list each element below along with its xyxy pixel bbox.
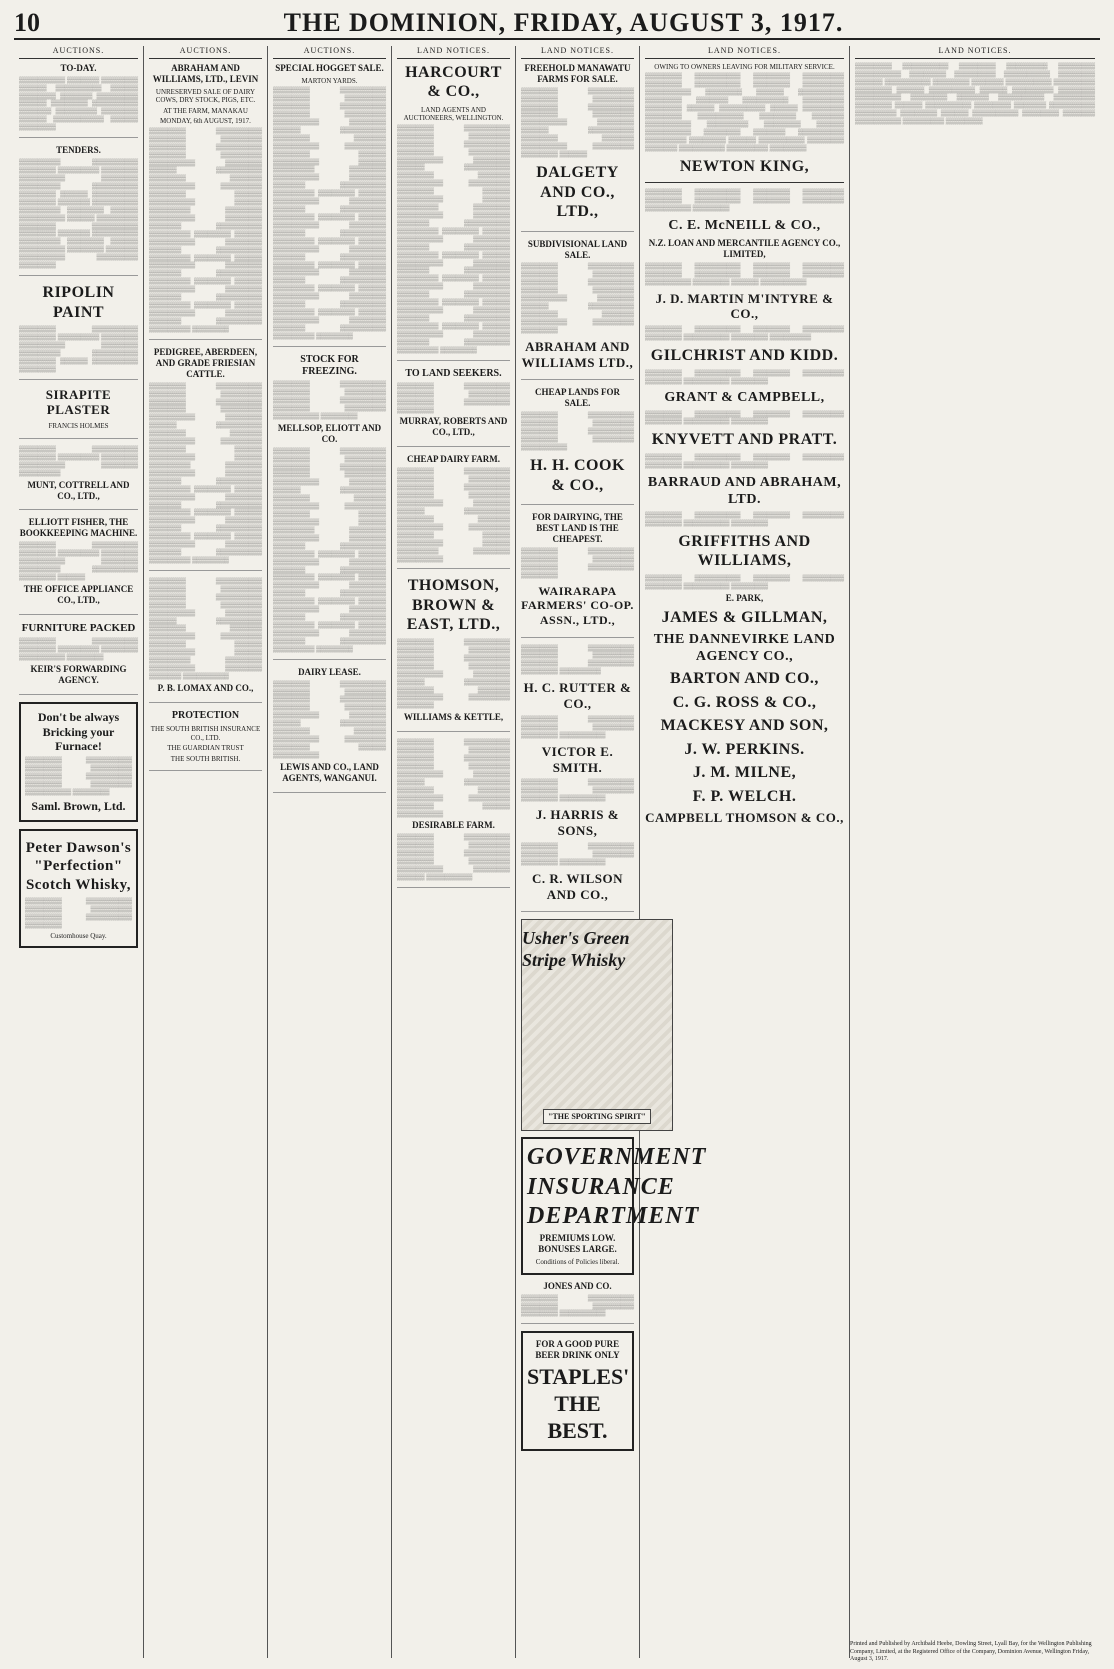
ad-headline: J. HARRIS & SONS, [535, 807, 620, 839]
ad-subtitle: LAND AGENTS AND AUCTIONEERS, WELLINGTON. [403, 105, 504, 123]
ad-subdivisional [521, 239, 634, 381]
ad-subtitle: Customhouse Quay. [50, 931, 107, 940]
ad-headline: THOMSON, BROWN & EAST, LTD., [406, 577, 501, 634]
ad-subtitle: MONDAY, 6th AUGUST, 1917. [160, 117, 251, 126]
column-1 [14, 46, 144, 1658]
ad-abraham-sale [149, 63, 262, 340]
ad-title: MUNT, COTTRELL AND CO., LTD., [27, 479, 130, 501]
ad-headline: SIRAPITE PLASTER [45, 386, 112, 418]
filler-text: ▒▒▒▒▒▒▒▒ ▒▒▒▒▒▒▒▒▒▒ ▒▒▒▒▒▒▒▒ ▒▒▒▒▒▒▒▒▒ ▒▒▒▒▒▒▒▒ ▒▒▒▒▒▒▒▒▒▒ [521, 842, 634, 866]
gov-insurance-ad [521, 1137, 707, 1274]
filler-text: ▒▒▒▒▒▒▒▒ ▒▒▒▒▒▒▒▒▒▒ ▒▒▒▒▒▒▒▒ ▒▒▒▒▒▒▒▒▒ ▒▒▒▒▒▒▒▒ ▒▒▒▒▒▒▒▒▒▒ ▒▒▒▒▒▒▒▒ ▒▒▒▒▒▒▒▒▒ ▒▒▒▒▒▒▒▒▒▒ [521, 412, 634, 452]
ad-wairarapa [521, 512, 634, 637]
masthead [14, 8, 1100, 40]
ad-title: E. PARK, [725, 592, 764, 603]
columns [14, 46, 1100, 1658]
ad-sirapite [19, 387, 138, 439]
ad-dairy-lease [273, 667, 386, 793]
filler-text: ▒▒▒▒▒▒▒▒ ▒▒▒▒▒▒▒▒▒▒ ▒▒▒▒▒▒▒▒ ▒▒▒▒▒▒▒▒▒ ▒▒▒▒▒▒▒▒ ▒▒▒▒▒▒▒▒▒▒ ▒▒▒▒▒▒▒▒ ▒▒▒▒▒▒▒▒▒ ▒▒▒▒▒▒▒▒▒▒ ▒▒▒▒▒▒▒▒ ▒▒▒▒▒▒ ▒▒▒▒▒▒▒▒▒▒ ▒▒▒▒▒▒▒▒ ▒▒▒▒▒▒▒ ▒▒▒▒▒▒▒▒▒▒ ▒▒▒▒▒▒▒▒▒ ▒▒▒▒▒▒▒▒ ▒▒▒▒▒▒ ▒▒▒▒▒▒▒▒▒▒ ▒▒▒▒▒▒ ▒▒▒▒▒▒▒▒▒ ▒▒▒▒▒▒▒▒ ▒▒▒▒▒▒▒▒▒▒ ▒▒▒▒▒▒▒▒ ▒▒▒▒▒▒▒ ▒▒▒▒▒▒▒▒▒▒ ▒▒▒▒▒▒▒▒▒ ▒▒▒▒▒▒▒▒ ▒▒▒▒▒▒ ▒▒▒▒▒▒▒▒▒▒ ▒▒▒▒▒▒▒▒ ▒▒▒▒▒▒▒ ▒▒▒▒▒▒▒▒▒▒ ▒▒▒▒▒▒▒▒▒ ▒▒▒▒▒▒▒▒ ▒▒▒▒▒▒ ▒▒▒▒▒▒▒▒▒▒ ▒▒▒▒▒▒▒▒ ▒▒▒▒▒▒▒ ▒▒▒▒▒▒▒▒▒▒ ▒▒▒▒▒▒▒▒▒ ▒▒▒▒▒▒▒▒ [645, 73, 844, 152]
ad-stock-freezing [273, 354, 386, 660]
filler-text: ▒▒▒▒▒▒▒▒ ▒▒▒▒▒▒▒▒▒▒ ▒▒▒▒▒▒▒▒ ▒▒▒▒▒▒▒▒▒ ▒▒▒▒▒▒▒▒ ▒▒▒▒▒▒▒▒▒▒ ▒▒▒▒▒▒▒▒ ▒▒▒▒▒▒▒▒▒ ▒▒▒▒▒▒▒▒▒▒ ▒▒▒▒▒▒▒▒ ▒▒▒▒▒▒ ▒▒▒▒▒▒▒▒▒▒ ▒▒▒▒▒▒▒▒ ▒▒▒▒▒▒▒ ▒▒▒▒▒▒▒▒▒▒ ▒▒▒▒▒▒▒▒▒ ▒▒▒▒▒▒▒▒ ▒▒▒▒▒▒ ▒▒▒▒▒▒▒▒▒▒ [273, 680, 386, 759]
filler-text: ▒▒▒▒▒▒▒▒ ▒▒▒▒▒▒▒▒▒▒ ▒▒▒▒▒▒▒▒ ▒▒▒▒▒▒▒▒▒ ▒▒▒▒▒▒▒▒ ▒▒▒▒▒▒▒▒▒▒ ▒▒▒▒▒▒▒▒ ▒▒▒▒▒▒▒▒▒ ▒▒▒▒▒▒▒▒▒▒ ▒▒▒▒▒▒▒▒ ▒▒▒▒▒▒ ▒▒▒▒▒▒▒▒▒▒ ▒▒▒▒▒▒▒▒ ▒▒▒▒▒▒▒ ▒▒▒▒▒▒▒▒▒▒ ▒▒▒▒▒▒▒▒▒ ▒▒▒▒▒▒▒▒ [397, 638, 510, 710]
ad-headline: GRANT & CAMPBELL, [664, 390, 825, 406]
filler-text: ▒▒▒▒▒▒▒▒ ▒▒▒▒▒▒▒▒▒▒ ▒▒▒▒▒▒▒▒ ▒▒▒▒▒▒▒▒▒ ▒▒▒▒▒▒▒▒ ▒▒▒▒▒▒▒▒▒▒ ▒▒▒▒▒▒▒▒ ▒▒▒▒▒▒▒▒▒ ▒▒▒▒▒▒▒▒▒▒ ▒▒▒▒▒▒▒▒ ▒▒▒▒▒▒ ▒▒▒▒▒▒▒▒▒▒ ▒▒▒▒▒▒▒▒ [19, 326, 138, 373]
ad-headline: C. E. McNEILL & CO., [668, 217, 821, 233]
filler-text: ▒▒▒▒▒▒▒▒ ▒▒▒▒▒▒▒▒▒▒ ▒▒▒▒▒▒▒▒ ▒▒▒▒▒▒▒▒▒ ▒▒▒▒▒▒▒▒ ▒▒▒▒▒▒▒▒▒▒ ▒▒▒▒▒▒▒▒ [521, 547, 634, 579]
filler-text: ▒▒▒▒▒▒▒▒ ▒▒▒▒▒▒▒▒▒▒ ▒▒▒▒▒▒▒▒ ▒▒▒▒▒▒▒▒▒ ▒▒▒▒▒▒▒▒ ▒▒▒▒▒▒▒▒▒▒ ▒▒▒▒▒▒▒▒ ▒▒▒▒▒▒▒▒▒ ▒▒▒▒▒▒▒▒▒▒ ▒▒▒▒▒▒▒▒ ▒▒▒▒▒▒ ▒▒▒▒▒▒▒▒▒▒ [397, 834, 510, 882]
ad-headline: KNYVETT AND PRATT. [651, 431, 838, 449]
gov-headline: GOVERNMENT INSURANCE DEPARTMENT [527, 1144, 707, 1229]
ad-headline: GRIFFITHS AND WILLIAMS, [678, 532, 811, 570]
ad-headline: CAMPBELL THOMSON & CO., [645, 810, 844, 826]
ad-tenders [19, 145, 138, 276]
column-6 [640, 46, 850, 1658]
ad-title: FOR DAIRYING, THE BEST LAND IS THE CHEAPEST. [532, 512, 623, 544]
ad-title: MELLSOP, ELIOTT AND CO. [277, 422, 382, 444]
filler-text: ▒▒▒▒▒▒▒▒ ▒▒▒▒▒▒▒▒▒▒ ▒▒▒▒▒▒▒▒ ▒▒▒▒▒▒▒▒▒ ▒▒▒▒▒▒▒▒ ▒▒▒▒▒▒▒▒▒▒ [521, 779, 634, 803]
filler-text: ▒▒▒▒▒▒▒▒ ▒▒▒▒▒▒▒▒▒▒ ▒▒▒▒▒▒▒▒ ▒▒▒▒▒▒▒▒▒ ▒▒▒▒▒▒▒▒ ▒▒▒▒▒▒▒▒▒▒ ▒▒▒▒▒▒▒▒ ▒▒▒▒▒▒▒▒▒ [521, 644, 634, 676]
column-3 [268, 46, 392, 1658]
column-5 [516, 46, 707, 1658]
beer-best: THE BEST. [547, 1391, 608, 1443]
ad-title: LEWIS AND CO., LAND AGENTS, WANGANUI. [280, 761, 379, 783]
filler-text: ▒▒▒▒▒▒▒▒ ▒▒▒▒▒▒▒▒▒▒ ▒▒▒▒▒▒▒▒ ▒▒▒▒▒▒▒▒▒ ▒▒▒▒▒▒▒▒ ▒▒▒▒▒▒▒▒▒▒ ▒▒▒▒▒▒▒▒ ▒▒▒▒▒▒▒▒▒ ▒▒▒▒▒▒▒▒▒▒ ▒▒▒▒▒▒▒▒ ▒▒▒▒▒▒ [19, 542, 138, 582]
filler-text: ▒▒▒▒▒▒▒▒ ▒▒▒▒▒▒▒▒▒▒ ▒▒▒▒▒▒▒▒ ▒▒▒▒▒▒▒▒▒ ▒▒▒▒▒▒▒▒ ▒▒▒▒▒▒▒▒▒▒ ▒▒▒▒▒▒▒▒ [645, 511, 844, 527]
filler-text: ▒▒▒▒▒▒▒▒▒ ▒▒▒▒▒▒▒▒▒▒ ▒▒▒▒▒▒▒▒ ▒▒▒▒▒▒▒▒▒ ▒▒▒▒▒▒▒▒ ▒▒▒▒▒▒▒▒▒▒ ▒▒▒▒▒▒▒▒ ▒▒▒▒▒▒▒▒▒ ▒▒▒▒▒▒▒▒▒▒ ▒▒▒▒▒▒▒▒ ▒▒▒▒▒▒ ▒▒▒▒▒▒▒▒▒▒ ▒▒▒▒▒▒▒▒ ▒▒▒▒▒▒▒ ▒▒▒▒▒▒▒▒▒▒ ▒▒▒▒▒▒▒▒▒ ▒▒▒▒▒▒▒▒ ▒▒▒▒▒▒ ▒▒▒▒▒▒▒▒▒▒ ▒▒▒▒▒▒ ▒▒▒▒▒▒▒▒▒ ▒▒▒▒▒▒▒▒ ▒▒▒▒▒▒▒▒▒▒ ▒▒▒▒▒▒▒▒ ▒▒▒▒▒▒▒ ▒▒▒▒▒▒▒▒▒▒ ▒▒▒▒▒▒▒▒▒ ▒▒▒▒▒▒▒▒ ▒▒▒▒▒▒ ▒▒▒▒▒▒▒▒▒▒ ▒▒▒▒▒▒▒▒ ▒▒▒▒▒▒▒ ▒▒▒▒▒▒▒▒▒▒ ▒▒▒▒▒▒▒▒▒ ▒▒▒▒▒▒▒▒ [19, 159, 138, 270]
beer-line: FOR A GOOD PURE BEER DRINK ONLY [535, 1339, 620, 1361]
filler-text: ▒▒▒▒▒▒▒▒ ▒▒▒▒▒▒▒▒▒▒ ▒▒▒▒▒▒▒▒ ▒▒▒▒▒▒▒▒▒ ▒▒▒▒▒▒▒▒ ▒▒▒▒▒▒▒▒▒▒ ▒▒▒▒▒▒▒▒ ▒▒▒▒▒▒▒▒▒ [645, 326, 844, 342]
filler-text: ▒▒▒▒▒▒▒▒ ▒▒▒▒▒▒▒▒▒▒ ▒▒▒▒▒▒▒▒ ▒▒▒▒▒▒▒▒▒ ▒▒▒▒▒▒▒▒ ▒▒▒▒▒▒▒▒▒▒ ▒▒▒▒▒▒▒▒ ▒▒▒▒▒▒▒▒▒ ▒▒▒▒▒▒▒▒▒▒ ▒▒▒▒▒▒▒▒ ▒▒▒▒▒▒ ▒▒▒▒▒▒▒▒▒▒ ▒▒▒▒▒▒▒▒ ▒▒▒▒▒▒▒ ▒▒▒▒▒▒▒▒▒▒ ▒▒▒▒▒▒▒▒▒ ▒▒▒▒▒▒▒▒ [521, 263, 634, 334]
filler-text: ▒▒▒▒▒▒▒▒ ▒▒▒▒▒▒▒▒▒▒ ▒▒▒▒▒▒▒▒ ▒▒▒▒▒▒▒▒▒ ▒▒▒▒▒▒▒▒ ▒▒▒▒▒▒▒▒▒▒ ▒▒▒▒▒▒▒▒ [645, 410, 844, 426]
ad-freehold [521, 63, 634, 232]
column-heading: AUCTIONS. [19, 46, 138, 59]
filler-text: ▒▒▒▒▒▒▒▒ ▒▒▒▒▒▒▒▒▒▒ ▒▒▒▒▒▒▒▒ ▒▒▒▒▒▒▒▒▒ ▒▒▒▒▒▒▒▒ ▒▒▒▒▒▒▒▒▒▒ ▒▒▒▒▒▒▒▒ [25, 898, 132, 929]
ad-headline: ABRAHAM AND WILLIAMS LTD., [521, 338, 634, 370]
ad-title: THE OFFICE APPLIANCE CO., LTD., [23, 584, 134, 605]
ad-subtitle: THE SOUTH BRITISH. [170, 754, 241, 763]
filler-text: ▒▒▒▒▒▒▒▒ ▒▒▒▒▒▒▒▒▒▒ ▒▒▒▒▒▒▒▒ ▒▒▒▒▒▒▒▒▒ ▒▒▒▒▒▒▒▒ ▒▒▒▒▒▒▒▒▒▒ ▒▒▒▒▒▒▒▒ ▒▒▒▒▒▒▒▒▒ ▒▒▒▒▒▒▒▒▒▒ ▒▒▒▒▒▒▒▒ ▒▒▒▒▒▒ ▒▒▒▒▒▒▒▒▒▒ ▒▒▒▒▒▒▒▒ ▒▒▒▒▒▒▒ ▒▒▒▒▒▒▒▒▒▒ ▒▒▒▒▒▒▒▒▒ ▒▒▒▒▒▒▒▒ ▒▒▒▒▒▒ ▒▒▒▒▒▒▒▒▒▒ ▒▒▒▒▒▒ ▒▒▒▒▒▒▒▒▒ ▒▒▒▒▒▒▒▒ ▒▒▒▒▒▒▒▒▒▒ ▒▒▒▒▒▒▒▒ ▒▒▒▒▒▒▒ ▒▒▒▒▒▒▒▒▒▒ ▒▒▒▒▒▒▒▒▒ ▒▒▒▒▒▒▒▒ ▒▒▒▒▒▒ ▒▒▒▒▒▒▒▒▒▒ ▒▒▒▒▒▒▒▒ ▒▒▒▒▒▒▒ ▒▒▒▒▒▒▒▒▒▒ ▒▒▒▒▒▒▒▒▒ ▒▒▒▒▒▒▒▒ ▒▒▒▒▒▒ ▒▒▒▒▒▒▒▒▒▒ ▒▒▒▒▒▒▒▒ ▒▒▒▒▒▒▒ ▒▒▒▒▒▒▒▒▒▒ ▒▒▒▒▒▒▒▒▒ ▒▒▒▒▒▒▒▒ ▒▒▒▒▒▒ ▒▒▒▒▒▒▒▒▒▒ ▒▒▒▒▒▒▒▒ ▒▒▒▒▒▒▒ ▒▒▒▒▒▒▒▒▒▒ ▒▒▒▒▒▒▒▒▒ ▒▒▒▒▒▒▒▒ [149, 382, 262, 564]
page-title: THE DOMINION, FRIDAY, AUGUST 3, 1917. [283, 8, 844, 37]
ad-hogget [273, 63, 386, 347]
filler-text: ▒▒▒▒▒▒▒▒ ▒▒▒▒▒▒▒▒▒▒ ▒▒▒▒▒▒▒▒ ▒▒▒▒▒▒▒▒▒ ▒▒▒▒▒▒▒▒ ▒▒▒▒▒▒▒▒▒▒ ▒▒▒▒▒▒▒▒ ▒▒▒▒▒▒▒▒▒ ▒▒▒▒▒▒▒▒▒▒ ▒▒▒▒▒▒▒▒ ▒▒▒▒▒▒ ▒▒▒▒▒▒▒▒▒▒ ▒▒▒▒▒▒▒▒ ▒▒▒▒▒▒▒ ▒▒▒▒▒▒▒▒▒▒ ▒▒▒▒▒▒▒▒▒ ▒▒▒▒▒▒▒▒ ▒▒▒▒▒▒ ▒▒▒▒▒▒▒▒▒▒ ▒▒▒▒▒▒ ▒▒▒▒▒▒▒▒▒ ▒▒▒▒▒▒▒▒ ▒▒▒▒▒▒▒▒▒▒ ▒▒▒▒▒▒▒▒ ▒▒▒▒▒▒▒ ▒▒▒▒▒▒▒▒▒▒ ▒▒▒▒▒▒▒▒▒ ▒▒▒▒▒▒▒▒ ▒▒▒▒▒▒ ▒▒▒▒▒▒▒▒▒▒ ▒▒▒▒▒▒▒▒ ▒▒▒▒▒▒▒ ▒▒▒▒▒▒▒▒▒▒ ▒▒▒▒▒▒▒▒▒ ▒▒▒▒▒▒▒▒ ▒▒▒▒▒▒ ▒▒▒▒▒▒▒▒▒▒ ▒▒▒▒▒▒▒▒ ▒▒▒▒▒▒▒ ▒▒▒▒▒▒▒▒▒▒ ▒▒▒▒▒▒▒▒▒ ▒▒▒▒▒▒▒▒ [855, 62, 1095, 126]
ad-title: CHEAP DAIRY FARM. [407, 454, 500, 465]
ad-headline: Peter Dawson's "Perfection" Scotch Whisky, [25, 840, 132, 893]
ad-subtitle: THE SOUTH BRITISH INSURANCE CO., LTD. [150, 725, 261, 742]
filler-text: ▒▒▒▒▒▒▒▒ ▒▒▒▒▒▒▒▒▒▒ ▒▒▒▒▒▒▒▒ ▒▒▒▒▒▒▒▒▒ ▒▒▒▒▒▒▒▒ ▒▒▒▒▒▒▒▒▒▒ ▒▒▒▒▒▒▒▒ ▒▒▒▒▒▒▒▒▒ ▒▒▒▒▒▒▒▒▒▒ ▒▒▒▒▒▒▒▒ ▒▒▒▒▒▒ ▒▒▒▒▒▒▒▒▒▒ ▒▒▒▒▒▒▒▒ ▒▒▒▒▒▒▒ ▒▒▒▒▒▒▒▒▒▒ ▒▒▒▒▒▒▒▒▒ ▒▒▒▒▒▒▒▒ ▒▒▒▒▒▒ ▒▒▒▒▒▒▒▒▒▒ ▒▒▒▒▒▒ ▒▒▒▒▒▒▒▒▒ ▒▒▒▒▒▒▒▒ ▒▒▒▒▒▒▒▒▒▒ ▒▒▒▒▒▒▒▒ ▒▒▒▒▒▒▒ ▒▒▒▒▒▒▒▒▒▒ ▒▒▒▒▒▒▒▒▒ ▒▒▒▒▒▒▒▒ ▒▒▒▒▒▒ ▒▒▒▒▒▒▒▒▒▒ ▒▒▒▒▒▒▒▒ ▒▒▒▒▒▒▒ ▒▒▒▒▒▒▒▒▒▒ ▒▒▒▒▒▒▒▒▒ ▒▒▒▒▒▒▒▒ ▒▒▒▒▒▒ ▒▒▒▒▒▒▒▒▒▒ ▒▒▒▒▒▒▒▒ ▒▒▒▒▒▒▒ ▒▒▒▒▒▒▒▒▒▒ ▒▒▒▒▒▒▒▒▒ ▒▒▒▒▒▒▒▒ ▒▒▒▒▒▒ ▒▒▒▒▒▒▒▒▒▒ ▒▒▒▒▒▒▒▒ ▒▒▒▒▒▒▒ ▒▒▒▒▒▒▒▒▒▒ ▒▒▒▒▒▒▒▒▒ ▒▒▒▒▒▒▒▒ ▒▒▒▒▒▒ ▒▒▒▒▒▒▒▒▒▒ ▒▒▒▒▒▒▒▒ ▒▒▒▒▒▒▒ ▒▒▒▒▒▒▒▒▒▒ ▒▒▒▒▒▒▒▒▒ ▒▒▒▒▒▒▒▒ [149, 127, 262, 333]
notice-subhead: OWING TO OWNERS LEAVING FOR MILITARY SERVICE. [654, 62, 835, 71]
ad-headline: DALGETY AND CO., LTD., [536, 163, 619, 221]
filler-text: ▒▒▒▒▒▒▒▒ ▒▒▒▒▒▒▒▒▒▒ ▒▒▒▒▒▒▒▒ ▒▒▒▒▒▒▒▒▒ ▒▒▒▒▒▒▒▒ ▒▒▒▒▒▒▒▒▒▒ ▒▒▒▒▒▒▒▒ ▒▒▒▒▒▒▒▒▒ ▒▒▒▒▒▒▒▒▒▒ ▒▒▒▒▒▒▒▒ ▒▒▒▒▒▒ ▒▒▒▒▒▒▒▒▒▒ ▒▒▒▒▒▒▒▒ ▒▒▒▒▒▒▒ ▒▒▒▒▒▒▒▒▒▒ ▒▒▒▒▒▒▒▒▒ ▒▒▒▒▒▒▒▒ ▒▒▒▒▒▒ ▒▒▒▒▒▒▒▒▒▒ ▒▒▒▒▒▒ ▒▒▒▒▒▒▒▒▒ ▒▒▒▒▒▒▒▒ ▒▒▒▒▒▒▒▒▒▒ ▒▒▒▒▒▒▒▒ ▒▒▒▒▒▒▒ ▒▒▒▒▒▒▒▒▒▒ ▒▒▒▒▒▒▒▒▒ ▒▒▒▒▒▒▒▒ ▒▒▒▒▒▒ ▒▒▒▒▒▒▒▒▒▒ ▒▒▒▒▒▒▒▒ ▒▒▒▒▒▒▒ ▒▒▒▒▒▒▒▒▒▒ ▒▒▒▒▒▒▒▒▒ ▒▒▒▒▒▒▒▒ ▒▒▒▒▒▒ ▒▒▒▒▒▒▒▒▒▒ ▒▒▒▒▒▒▒▒ ▒▒▒▒▒▒▒ ▒▒▒▒▒▒▒▒▒▒ ▒▒▒▒▒▒▒▒▒ ▒▒▒▒▒▒▒▒ ▒▒▒▒▒▒ ▒▒▒▒▒▒▒▒▒▒ ▒▒▒▒▒▒▒▒ ▒▒▒▒▒▒▒ ▒▒▒▒▒▒▒▒▒▒ ▒▒▒▒▒▒▒▒▒ ▒▒▒▒▒▒▒▒ ▒▒▒▒▒▒ ▒▒▒▒▒▒▒▒▒▒ ▒▒▒▒▒▒▒▒ ▒▒▒▒▒▒▒ ▒▒▒▒▒▒▒▒▒▒ ▒▒▒▒▒▒▒▒▒ ▒▒▒▒▒▒▒▒ [273, 447, 386, 653]
ad-headline: H. H. COOK & CO., [530, 457, 625, 494]
imprint-footer: Printed and Published by Archibald Heebe, Dowling Street, Lyall Bay, for the Wellington Publishing Company, Limited, at the Registered Office of the Company, Dominion Avenue, Wellington Friday, August 3, 1917. [850, 1641, 1092, 1662]
page-number: 10 [14, 8, 40, 37]
filler-text: ▒▒▒▒▒▒▒▒▒▒ ▒▒▒▒▒▒▒ ▒▒▒▒▒▒▒▒ ▒▒▒▒▒▒ ▒▒▒▒▒▒▒▒▒▒ ▒▒▒▒▒▒ ▒▒▒▒▒▒▒▒ ▒▒▒▒▒▒▒ ▒▒▒▒▒▒▒▒▒ ▒▒▒▒▒▒ ▒▒▒▒▒▒▒▒ ▒▒▒▒▒▒▒▒▒▒ ▒▒▒▒▒▒▒ ▒▒▒▒▒▒▒▒▒ ▒▒▒▒▒▒▒▒ ▒▒▒▒▒▒ ▒▒▒▒▒▒▒▒▒▒▒ ▒▒▒▒▒▒ ▒▒▒▒▒▒▒▒ [19, 76, 138, 132]
ad-title: MURRAY, ROBERTS AND CO., LTD., [399, 416, 508, 438]
ad-title: CHEAP LANDS FOR SALE. [534, 387, 620, 409]
ad-title: TO-DAY. [60, 62, 97, 73]
filler-text: ▒▒▒▒▒▒▒▒ ▒▒▒▒▒▒▒▒▒▒ ▒▒▒▒▒▒▒▒ ▒▒▒▒▒▒▒▒▒ ▒▒▒▒▒▒▒▒ ▒▒▒▒▒▒▒▒▒▒ ▒▒▒▒▒▒▒▒ ▒▒▒▒▒▒▒▒▒ ▒▒▒▒▒▒▒▒▒▒ ▒▒▒▒▒▒▒▒ ▒▒▒▒▒▒ ▒▒▒▒▒▒▒▒▒▒ ▒▒▒▒▒▒▒▒ ▒▒▒▒▒▒▒ ▒▒▒▒▒▒▒▒▒▒ ▒▒▒▒▒▒▒▒▒ ▒▒▒▒▒▒▒▒ ▒▒▒▒▒▒ ▒▒▒▒▒▒▒▒▒▒ [397, 739, 510, 818]
column-heading: LAND NOTICES. [521, 46, 634, 59]
filler-text: ▒▒▒▒▒▒▒▒ ▒▒▒▒▒▒▒▒▒▒ ▒▒▒▒▒▒▒▒ ▒▒▒▒▒▒▒▒▒ ▒▒▒▒▒▒▒▒ ▒▒▒▒▒▒▒▒▒▒ ▒▒▒▒▒▒▒▒ [397, 382, 510, 414]
ad-headline: RIPOLIN PAINT [42, 284, 115, 321]
ad-title: DAIRY LEASE. [298, 666, 361, 677]
filler-text: ▒▒▒▒▒▒▒▒ ▒▒▒▒▒▒▒▒▒▒ ▒▒▒▒▒▒▒▒ ▒▒▒▒▒▒▒▒▒ ▒▒▒▒▒▒▒▒ ▒▒▒▒▒▒▒▒▒▒ ▒▒▒▒▒▒▒▒ [645, 574, 844, 590]
ad-title: DESIRABLE FARM. [412, 820, 495, 831]
ad-title: TO LAND SEEKERS. [405, 367, 502, 379]
filler-text: ▒▒▒▒▒▒▒▒ ▒▒▒▒▒▒▒▒▒▒ ▒▒▒▒▒▒▒▒ ▒▒▒▒▒▒▒▒▒ ▒▒▒▒▒▒▒▒ ▒▒▒▒▒▒▒▒▒▒ ▒▒▒▒▒▒▒▒ ▒▒▒▒▒▒▒▒▒ ▒▒▒▒▒▒▒▒▒▒ ▒▒▒▒▒▒▒▒ ▒▒▒▒▒▒ ▒▒▒▒▒▒▒▒▒▒ ▒▒▒▒▒▒▒▒ ▒▒▒▒▒▒▒ ▒▒▒▒▒▒▒▒▒▒ ▒▒▒▒▒▒▒▒▒ ▒▒▒▒▒▒▒▒ ▒▒▒▒▒▒ ▒▒▒▒▒▒▒▒▒▒ ▒▒▒▒▒▒ ▒▒▒▒▒▒▒▒▒ ▒▒▒▒▒▒▒▒ ▒▒▒▒▒▒▒▒▒▒ ▒▒▒▒▒▒▒▒ ▒▒▒▒▒▒▒ ▒▒▒▒▒▒▒▒▒▒ ▒▒▒▒▒▒▒▒▒ ▒▒▒▒▒▒▒▒ ▒▒▒▒▒▒ ▒▒▒▒▒▒▒▒▒▒ ▒▒▒▒▒▒▒▒ ▒▒▒▒▒▒▒ ▒▒▒▒▒▒▒▒▒▒ ▒▒▒▒▒▒▒▒▒ ▒▒▒▒▒▒▒▒ ▒▒▒▒▒▒ ▒▒▒▒▒▒▒▒▒▒ ▒▒▒▒▒▒▒▒ ▒▒▒▒▒▒▒ ▒▒▒▒▒▒▒▒▒▒ ▒▒▒▒▒▒▒▒▒ ▒▒▒▒▒▒▒▒ ▒▒▒▒▒▒ ▒▒▒▒▒▒▒▒▒▒ ▒▒▒▒▒▒▒▒ ▒▒▒▒▒▒▒ ▒▒▒▒▒▒▒▒▒▒ ▒▒▒▒▒▒▒▒▒ ▒▒▒▒▒▒▒▒ ▒▒▒▒▒▒ ▒▒▒▒▒▒▒▒▒▒ ▒▒▒▒▒▒▒▒ ▒▒▒▒▒▒▒ ▒▒▒▒▒▒▒▒▒▒ ▒▒▒▒▒▒▒▒▒ ▒▒▒▒▒▒▒▒ ▒▒▒▒▒▒ ▒▒▒▒▒▒▒▒▒▒ ▒▒▒▒▒▒▒▒ ▒▒▒▒▒▒▒ ▒▒▒▒▒▒▒▒▒▒ ▒▒▒▒▒▒▒▒▒ ▒▒▒▒▒▒▒▒ ▒▒▒▒▒▒ ▒▒▒▒▒▒▒▒▒▒ ▒▒▒▒▒▒▒▒ ▒▒▒▒▒▒▒ ▒▒▒▒▒▒▒▒▒▒ ▒▒▒▒▒▒▒▒▒ ▒▒▒▒▒▒▒▒ [273, 87, 386, 340]
filler-text: ▒▒▒▒▒▒▒▒ ▒▒▒▒▒▒▒▒▒▒ ▒▒▒▒▒▒▒▒ ▒▒▒▒▒▒▒▒▒ ▒▒▒▒▒▒▒▒ ▒▒▒▒▒▒▒▒▒▒ ▒▒▒▒▒▒▒▒ [645, 453, 844, 469]
ad-rutter [521, 645, 634, 913]
filler-text: ▒▒▒▒▒▒▒▒ ▒▒▒▒▒▒▒▒▒▒ ▒▒▒▒▒▒▒▒ ▒▒▒▒▒▒▒▒▒ ▒▒▒▒▒▒▒▒ ▒▒▒▒▒▒▒▒▒▒ ▒▒▒▒▒▒▒▒ ▒▒▒▒▒▒▒▒▒ ▒▒▒▒▒▒▒▒▒▒ ▒▒▒▒▒▒▒▒ ▒▒▒▒▒▒ ▒▒▒▒▒▒▒▒▒▒ ▒▒▒▒▒▒▒▒ ▒▒▒▒▒▒▒ ▒▒▒▒▒▒▒▒▒▒ ▒▒▒▒▒▒▒▒▒ ▒▒▒▒▒▒▒▒ ▒▒▒▒▒▒ ▒▒▒▒▒▒▒▒▒▒ ▒▒▒▒▒▒ ▒▒▒▒▒▒▒▒▒ ▒▒▒▒▒▒▒▒ ▒▒▒▒▒▒▒▒▒▒ ▒▒▒▒▒▒▒▒ ▒▒▒▒▒▒▒ ▒▒▒▒▒▒▒▒▒▒ [149, 577, 262, 680]
ad-ripolin [19, 283, 138, 380]
ad-headline: NEWTON KING, [679, 157, 810, 175]
ad-peter-dawson [19, 829, 138, 948]
ad-title: P. B. LOMAX AND CO., [157, 682, 254, 693]
ad-jones [521, 1281, 634, 1325]
ad-today [19, 63, 138, 138]
whisky-slogan: "THE SPORTING SPIRIT" [543, 1109, 651, 1125]
ad-harcourt [397, 63, 510, 361]
ad-pedigree [149, 347, 262, 571]
gov-premiums: PREMIUMS LOW. BONUSES LARGE. [538, 1233, 617, 1255]
filler-text: ▒▒▒▒▒▒▒▒ ▒▒▒▒▒▒▒▒▒▒ ▒▒▒▒▒▒▒▒ ▒▒▒▒▒▒▒▒▒ ▒▒▒▒▒▒▒▒ ▒▒▒▒▒▒▒▒▒▒ ▒▒▒▒▒▒▒▒ ▒▒▒▒▒▒▒▒▒ ▒▒▒▒▒▒▒▒▒▒ ▒▒▒▒▒▒▒▒ ▒▒▒▒▒▒ ▒▒▒▒▒▒▒▒▒▒ ▒▒▒▒▒▒▒▒ ▒▒▒▒▒▒▒ ▒▒▒▒▒▒▒▒▒▒ ▒▒▒▒▒▒▒▒▒ ▒▒▒▒▒▒▒▒ ▒▒▒▒▒▒ ▒▒▒▒▒▒▒▒▒▒ ▒▒▒▒▒▒ ▒▒▒▒▒▒▒▒▒ ▒▒▒▒▒▒▒▒ ▒▒▒▒▒▒▒▒▒▒ ▒▒▒▒▒▒▒▒ ▒▒▒▒▒▒▒ ▒▒▒▒▒▒▒▒▒▒ ▒▒▒▒▒▒▒▒▒ ▒▒▒▒▒▒▒▒ ▒▒▒▒▒▒ ▒▒▒▒▒▒▒▒▒▒ ▒▒▒▒▒▒▒▒ ▒▒▒▒▒▒▒ ▒▒▒▒▒▒▒▒▒▒ ▒▒▒▒▒▒▒▒▒ ▒▒▒▒▒▒▒▒ ▒▒▒▒▒▒ ▒▒▒▒▒▒▒▒▒▒ ▒▒▒▒▒▒▒▒ ▒▒▒▒▒▒▒ ▒▒▒▒▒▒▒▒▒▒ ▒▒▒▒▒▒▒▒▒ ▒▒▒▒▒▒▒▒ ▒▒▒▒▒▒ ▒▒▒▒▒▒▒▒▒▒ ▒▒▒▒▒▒▒▒ ▒▒▒▒▒▒▒ ▒▒▒▒▒▒▒▒▒▒ ▒▒▒▒▒▒▒▒▒ ▒▒▒▒▒▒▒▒ ▒▒▒▒▒▒ ▒▒▒▒▒▒▒▒▒▒ ▒▒▒▒▒▒▒▒ ▒▒▒▒▒▒▒ ▒▒▒▒▒▒▒▒▒▒ ▒▒▒▒▒▒▒▒▒ ▒▒▒▒▒▒▒▒ ▒▒▒▒▒▒ ▒▒▒▒▒▒▒▒▒▒ ▒▒▒▒▒▒▒▒ ▒▒▒▒▒▒▒ ▒▒▒▒▒▒▒▒▒▒ ▒▒▒▒▒▒▒▒▒ ▒▒▒▒▒▒▒▒ [397, 124, 510, 354]
ad-desirable [397, 739, 510, 888]
ad-headline: HARCOURT & CO., [405, 63, 502, 101]
ad-subtitle: THE GUARDIAN TRUST [167, 744, 244, 753]
ad-headline: VICTOR E. SMITH. [541, 743, 614, 775]
ad-title: TENDERS. [56, 145, 101, 156]
ad-headline: F. P. WELCH. [692, 787, 797, 805]
filler-text: ▒▒▒▒▒▒▒▒ ▒▒▒▒▒▒▒▒▒▒ ▒▒▒▒▒▒▒▒ ▒▒▒▒▒▒▒▒▒ ▒▒▒▒▒▒▒▒ ▒▒▒▒▒▒▒▒▒▒ ▒▒▒▒▒▒▒▒ ▒▒▒▒▒▒▒▒▒ ▒▒▒▒▒▒▒▒▒▒ ▒▒▒▒▒▒▒▒ [25, 756, 132, 796]
whisky-brand: Usher's Green Stripe Whisky [522, 928, 630, 971]
filler-text: ▒▒▒▒▒▒▒▒ ▒▒▒▒▒▒▒▒▒▒ ▒▒▒▒▒▒▒▒ ▒▒▒▒▒▒▒▒▒ ▒▒▒▒▒▒▒▒ ▒▒▒▒▒▒▒▒▒▒ ▒▒▒▒▒▒▒▒ ▒▒▒▒▒▒▒▒▒ ▒▒▒▒▒▒▒▒▒▒ ▒▒▒▒▒▒▒▒ ▒▒▒▒▒▒ ▒▒▒▒▒▒▒▒▒▒ [645, 262, 844, 286]
ad-subtitle: UNRESERVED SALE OF DAIRY COWS, DRY STOCK, PIGS, ETC. [155, 87, 256, 105]
filler-text: ▒▒▒▒▒▒▒▒ ▒▒▒▒▒▒▒▒▒▒ ▒▒▒▒▒▒▒▒ ▒▒▒▒▒▒▒▒▒ ▒▒▒▒▒▒▒▒ ▒▒▒▒▒▒▒▒▒▒ [521, 715, 634, 739]
ad-headline: THE DANNEVIRKE LAND AGENCY CO., [653, 632, 836, 665]
ad-thomson [397, 576, 510, 732]
column-heading: LAND NOTICES. [645, 46, 844, 59]
ad-headline: MACKESY AND SON, [660, 717, 829, 735]
ad-title: JONES AND CO. [543, 1280, 612, 1291]
ad-title: STOCK FOR FREEZING. [300, 353, 359, 377]
ad-headline: GILCHRIST AND KIDD. [650, 347, 839, 365]
column-7 [850, 46, 1100, 1658]
column-heading: AUCTIONS. [149, 46, 262, 59]
ad-cheap-lands [521, 387, 634, 505]
filler-text: ▒▒▒▒▒▒▒▒ ▒▒▒▒▒▒▒▒▒▒ ▒▒▒▒▒▒▒▒ ▒▒▒▒▒▒▒▒▒ ▒▒▒▒▒▒▒▒ ▒▒▒▒▒▒▒▒▒▒ ▒▒▒▒▒▒▒▒ ▒▒▒▒▒▒▒▒▒ [19, 445, 138, 477]
filler-text: ▒▒▒▒▒▒▒▒ ▒▒▒▒▒▒▒▒▒▒ ▒▒▒▒▒▒▒▒ ▒▒▒▒▒▒▒▒▒ ▒▒▒▒▒▒▒▒ ▒▒▒▒▒▒▒▒▒▒ ▒▒▒▒▒▒▒▒ ▒▒▒▒▒▒▒▒▒ ▒▒▒▒▒▒▒▒▒▒ ▒▒▒▒▒▒▒▒ [645, 189, 844, 212]
ad-title: SUBDIVISIONAL LAND SALE. [527, 238, 628, 260]
ad-subtitle: FRANCIS HOLMES [48, 422, 109, 431]
column-4 [392, 46, 516, 1658]
ad-title: WILLIAMS & KETTLE, [403, 712, 504, 723]
filler-text: ▒▒▒▒▒▒▒▒ ▒▒▒▒▒▒▒▒▒▒ ▒▒▒▒▒▒▒▒ ▒▒▒▒▒▒▒▒▒ ▒▒▒▒▒▒▒▒ ▒▒▒▒▒▒▒▒▒▒ ▒▒▒▒▒▒▒▒ ▒▒▒▒▒▒▒▒▒ ▒▒▒▒▒▒▒▒▒▒ ▒▒▒▒▒▒▒▒ ▒▒▒▒▒▒ ▒▒▒▒▒▒▒▒▒▒ ▒▒▒▒▒▒▒▒ ▒▒▒▒▒▒▒ ▒▒▒▒▒▒▒▒▒▒ ▒▒▒▒▒▒▒▒▒ ▒▒▒▒▒▒▒▒ ▒▒▒▒▒▒ [521, 87, 634, 159]
ad-title: Saml. Brown, Ltd. [31, 798, 126, 813]
ad-title: ABRAHAM AND WILLIAMS, LTD., LEVIN [152, 62, 259, 84]
ad-headline: C. G. ROSS & CO., [672, 693, 817, 711]
ad-title: PROTECTION [171, 709, 240, 721]
filler-text: ▒▒▒▒▒▒▒▒ ▒▒▒▒▒▒▒▒▒▒ ▒▒▒▒▒▒▒▒ ▒▒▒▒▒▒▒▒▒ ▒▒▒▒▒▒▒▒ ▒▒▒▒▒▒▒▒▒▒ ▒▒▒▒▒▒▒▒ [645, 369, 844, 385]
ad-land-seekers [397, 368, 510, 448]
ad-elliott [19, 517, 138, 614]
beer-ad [521, 1331, 634, 1450]
ad-headline: BARRAUD AND ABRAHAM, LTD. [647, 474, 842, 507]
column-heading: LAND NOTICES. [855, 46, 1095, 59]
ad-subtitle: MARTON YARDS. [301, 76, 358, 85]
ad-headline: H. C. RUTTER & CO., [523, 680, 632, 712]
ad-headline: J. D. MARTIN M'INTYRE & CO., [655, 290, 834, 322]
ad-subtitle: AT THE FARM, MANAKAU [163, 106, 248, 115]
ad-title: FREEHOLD MANAWATU FARMS FOR SALE. [524, 62, 631, 84]
filler-text: ▒▒▒▒▒▒▒▒ ▒▒▒▒▒▒▒▒▒▒ ▒▒▒▒▒▒▒▒ ▒▒▒▒▒▒▒▒▒ ▒▒▒▒▒▒▒▒ ▒▒▒▒▒▒▒▒▒▒ ▒▒▒▒▒▒▒▒ ▒▒▒▒▒▒▒▒▒ ▒▒▒▒▒▒▒▒▒▒ ▒▒▒▒▒▒▒▒ [273, 381, 386, 420]
ad-headline: C. R. WILSON AND CO., [531, 870, 623, 902]
ad-cheap-dairy [397, 454, 510, 569]
divider [645, 182, 844, 183]
ad-title: PEDIGREE, ABERDEEN, AND GRADE FRIESIAN CATTLE. [153, 346, 258, 379]
ad-headline: J. M. MILNE, [692, 764, 797, 782]
column-2 [144, 46, 268, 1658]
ad-title: FURNITURE PACKED [21, 621, 136, 634]
ad-headline: J. W. PERKINS. [684, 740, 805, 758]
ad-title: Don't be always Bricking your Furnace! [37, 710, 120, 754]
ad-protection [149, 710, 262, 771]
gov-conditions: Conditions of Policies liberal. [535, 1258, 620, 1267]
ad-title: ELLIOTT FISHER, THE BOOKKEEPING MACHINE. [19, 517, 138, 539]
ad-title: N.Z. LOAN AND MERCANTILE AGENCY CO., LIMITED, [648, 237, 841, 259]
column-heading: AUCTIONS. [273, 46, 386, 59]
ad-bricking [19, 702, 138, 822]
beer-brand: STAPLES' [527, 1364, 630, 1390]
ad-headline: JAMES & GILLMAN, [661, 608, 828, 626]
ad-title: KEIR'S FORWARDING AGENCY. [30, 664, 127, 686]
ad-furniture [19, 622, 138, 695]
filler-text: ▒▒▒▒▒▒▒▒ ▒▒▒▒▒▒▒▒▒▒ ▒▒▒▒▒▒▒▒ ▒▒▒▒▒▒▒▒▒ ▒▒▒▒▒▒▒▒ ▒▒▒▒▒▒▒▒▒▒ ▒▒▒▒▒▒▒▒ [19, 638, 138, 662]
ad-headline: WAIRARAPA FARMERS' CO-OP. ASSN., LTD., [521, 583, 634, 627]
column-heading: LAND NOTICES. [397, 46, 510, 59]
ad-lomax [149, 578, 262, 703]
ad-headline: BARTON AND CO., [670, 670, 819, 688]
ad-title: SPECIAL HOGGET SALE. [275, 62, 384, 73]
ad-munt [19, 446, 138, 511]
filler-text: ▒▒▒▒▒▒▒▒ ▒▒▒▒▒▒▒▒▒▒ ▒▒▒▒▒▒▒▒ ▒▒▒▒▒▒▒▒▒ ▒▒▒▒▒▒▒▒ ▒▒▒▒▒▒▒▒▒▒ [521, 1294, 634, 1318]
filler-text: ▒▒▒▒▒▒▒▒ ▒▒▒▒▒▒▒▒▒▒ ▒▒▒▒▒▒▒▒ ▒▒▒▒▒▒▒▒▒ ▒▒▒▒▒▒▒▒ ▒▒▒▒▒▒▒▒▒▒ ▒▒▒▒▒▒▒▒ ▒▒▒▒▒▒▒▒▒ ▒▒▒▒▒▒▒▒▒▒ ▒▒▒▒▒▒▒▒ ▒▒▒▒▒▒ ▒▒▒▒▒▒▒▒▒▒ ▒▒▒▒▒▒▒▒ ▒▒▒▒▒▒▒ ▒▒▒▒▒▒▒▒▒▒ ▒▒▒▒▒▒▒▒▒ ▒▒▒▒▒▒▒▒ ▒▒▒▒▒▒ ▒▒▒▒▒▒▒▒▒▒ ▒▒▒▒▒▒ ▒▒▒▒▒▒▒▒▒ ▒▒▒▒▒▒▒▒ ▒▒▒▒▒▒▒▒▒▒ [397, 468, 510, 563]
